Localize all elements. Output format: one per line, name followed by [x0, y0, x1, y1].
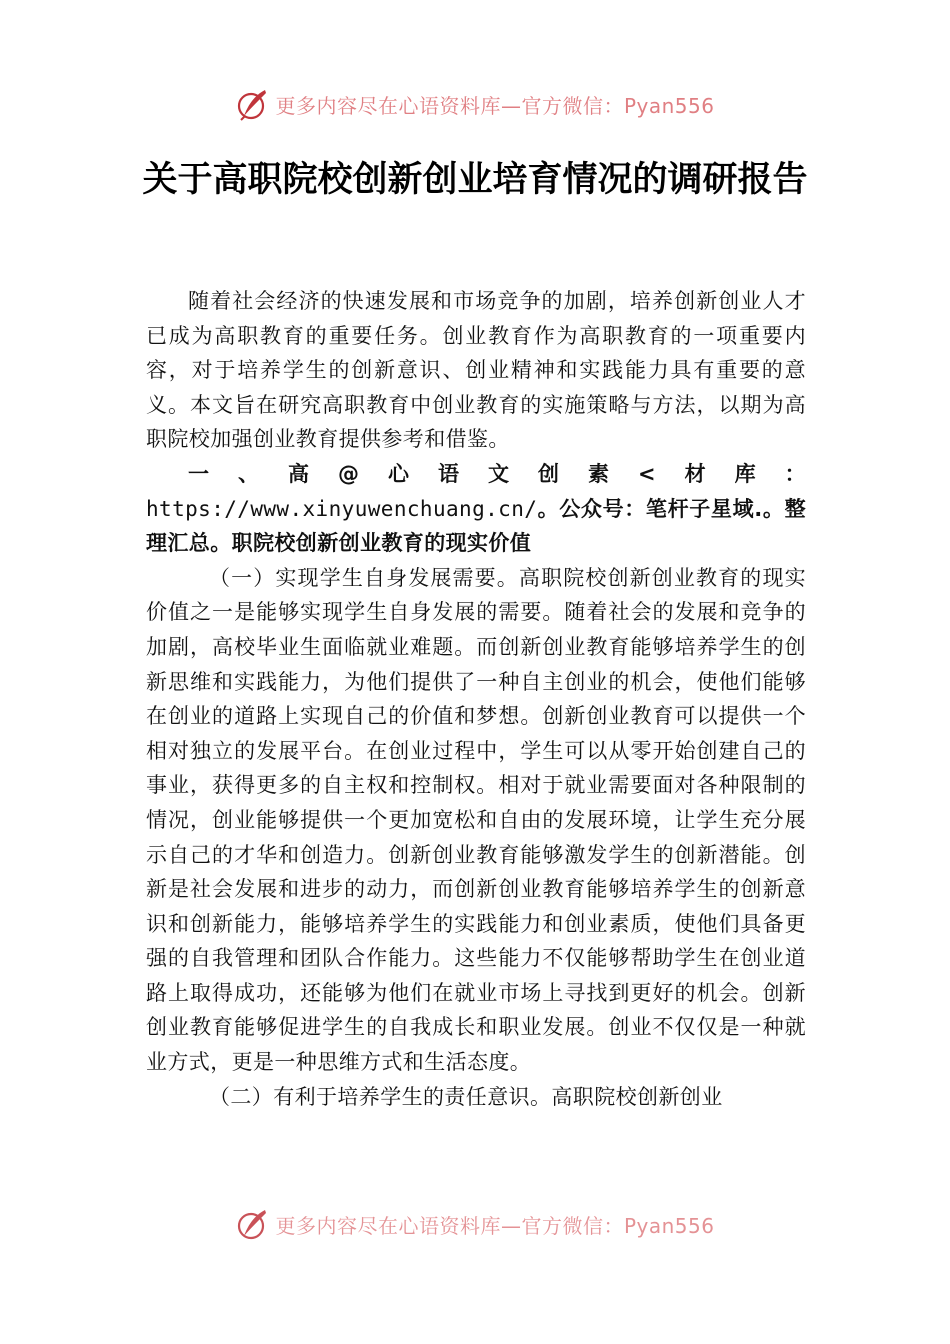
section-heading-suffix: 。公众号：笔杆子星域.。整理汇总。职院校创新创业教育的现实价值 — [146, 496, 806, 556]
watermark-header — [0, 84, 950, 124]
paragraph-2: （二）有利于培养学生的责任意识。高职院校创新创业 — [209, 1084, 723, 1109]
feather-logo-icon — [235, 86, 271, 122]
section-heading-1 — [146, 457, 806, 561]
document-title: 关于高职院校创新创业培育情况的调研报告 — [142, 159, 808, 200]
watermark-footer-text: 更多内容尽在心语资料库—官方微信：Pyan556 — [275, 1213, 715, 1238]
watermark-text: 更多内容尽在心语资料库—官方微信：Pyan556 — [275, 93, 715, 118]
intro-paragraph: 随着社会经济的快速发展和市场竞争的加剧，培养创新创业人才已成为高职教育的重要任务。创业教育作为高职教育的一项重要内容，对于培养学生的创新意识、创业精神和实践能力具有重要的意义。本文旨在研究高职教育中创业教育的实施策略与方法，以期为高职院校加强创业教育提供参考和借鉴。 — [146, 289, 806, 452]
feather-logo-icon — [235, 1206, 271, 1242]
document-body — [146, 284, 806, 1114]
section-heading-url[interactable]: https://www.xinyuwenchuang.cn/ — [146, 496, 538, 521]
watermark-footer — [0, 1204, 950, 1244]
section-heading-prefix: 一、高@心语文创素<材库： — [188, 461, 806, 486]
paragraph-1: （一）实现学生自身发展需要。高职院校创新创业教育的现实价值之一是能够实现学生自身发展的需要。随着社会的发展和竞争的加剧，高校毕业生面临就业难题。而创新创业教育能够培养学生的创新思维和实践能力，为他们提供了一种自主创业的机会，使他们能够在创业的道路上实现自己的价值和梦想。创新创业教育可以提供一个相对独立的发展平台。在创业过程中，学生可以从零开始创建自己的事业，获得更多的自主权和控制权。相对于就业需要面对各种限制的情况，创业能够提供一个更加宽松和自由的发展环境，让学生充分展示自己的才华和创造力。创新创业教育能够激发学生的创新潜能。创新是社会发展和进步的动力，而创新创业教育能够培养学生的创新意识和创新能力，能够培养学生的实践能力和创业素质，使他们具备更强的自我管理和团队合作能力。这些能力不仅能够帮助学生在创业道路上取得成功，还能够为他们在就业市场上寻找到更好的机会。创新创业教育能够促进学生的自我成长和职业发展。创业不仅仅是一种就业方式，更是一种思维方式和生活态度。 — [146, 565, 806, 1075]
